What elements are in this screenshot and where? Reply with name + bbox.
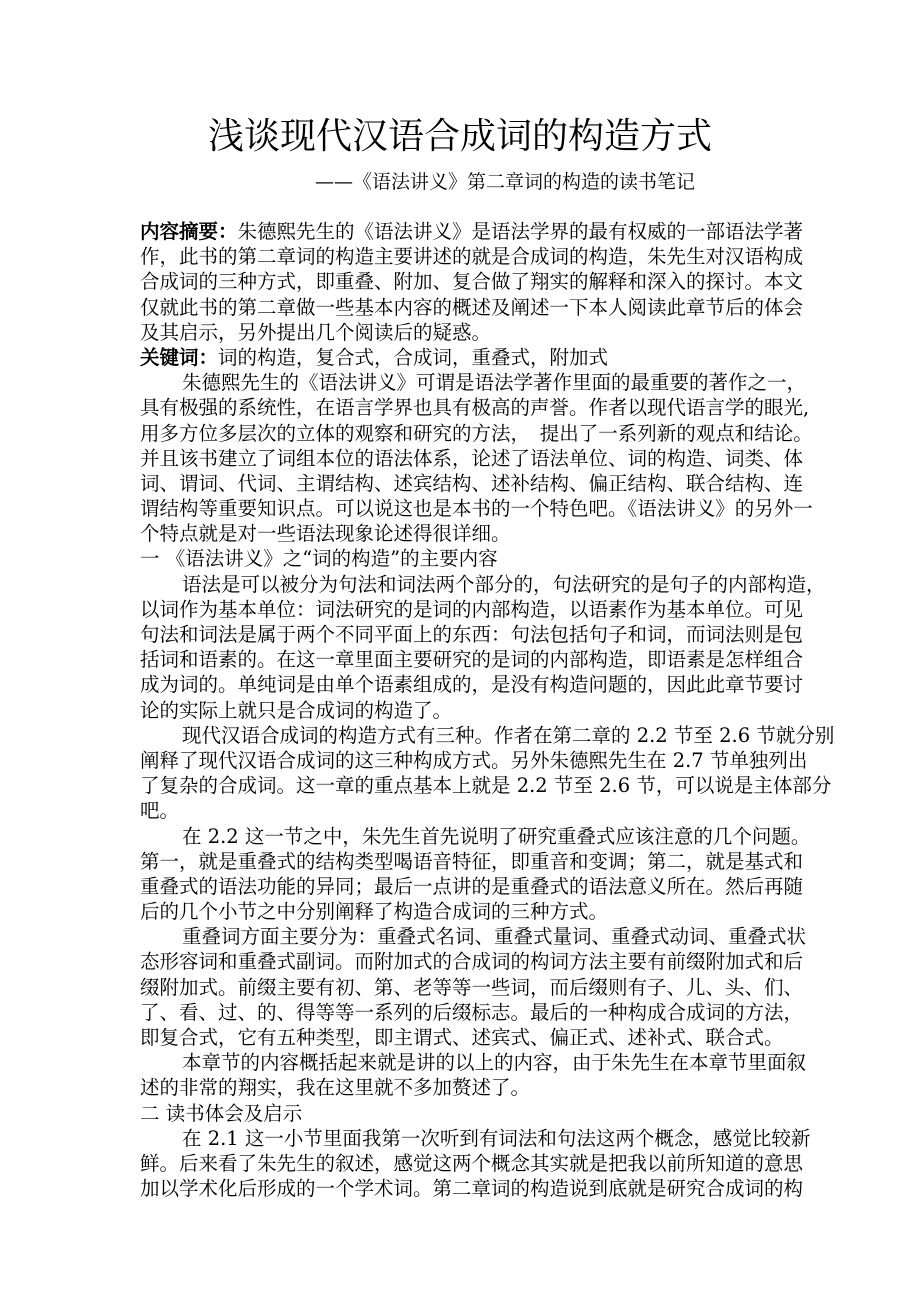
text-line: 了复杂的合成词。这一章的重点基本上就是 2.2 节至 2.6 节，可以说是主体部分 — [140, 774, 832, 798]
text-line: 二 读书体会及启示 — [140, 1101, 303, 1125]
abstract-line-text: 作，此书的第二章词的构造主要讲述的就是合成词的构造，朱先生对汉语构成 — [140, 245, 804, 269]
section-heading — [140, 546, 772, 571]
abstract-line-text: 仅就此书的第二章做一些基本内容的概述及阐述一下本人阅读此章节后的体会 — [140, 295, 804, 319]
text-line: 述的非常的翔实，我在这里就不多加赘述了。 — [140, 1076, 531, 1100]
text-line: 现代汉语合成词的构造方式有三种。作者在第二章的 2.2 节至 2.6 节就分别 — [182, 723, 835, 747]
section-heading — [140, 1101, 772, 1126]
text-line: 鲜。后来看了朱先生的叙述，感觉这两个概念其实就是把我以前所知道的意思 — [140, 1151, 804, 1175]
text-line: 谓结构等重要知识点。可以说这也是本书的一个特色吧。《语法讲义》的另外一 — [140, 497, 813, 521]
text-line: 吧。 — [140, 799, 180, 823]
text-line: 并且该书建立了词组本位的语法体系，论述了语法单位、词的构造、词类、体 — [140, 446, 804, 470]
paragraph — [140, 572, 826, 723]
text-line: 重叠式的语法功能的异同；最后一点讲的是重叠式的语法意义所在。然后再随 — [140, 874, 804, 898]
paragraph — [140, 824, 811, 925]
paragraph — [140, 723, 835, 824]
abstract-line-text: 合成词的三种方式，即重叠、附加、复合做了翔实的解释和深入的探讨。本文 — [140, 270, 804, 294]
paragraph — [140, 924, 807, 1050]
text-line: 括词和语素的。在这一章里面主要研究的是词的内部构造，即语素是怎样组合 — [140, 648, 804, 672]
paragraph — [140, 1050, 807, 1100]
abstract-label: 内容摘要： — [140, 220, 238, 243]
text-line: 态形容词和重叠式副词。而附加式的合成词的构词方法主要有前缀附加式和后 — [140, 950, 804, 974]
document-title: 浅谈现代汉语合成词的构造方式 — [207, 116, 712, 157]
text-line: 句法和词法是属于两个不同平面上的东西：句法包括句子和词，而词法则是包 — [140, 623, 804, 646]
text-line: 第一，就是重叠式的结构类型喝语音特征，即重音和变调；第二，就是基式和 — [140, 849, 804, 873]
document-subtitle: ——《语法讲义》第二章词的构造的读书笔记 — [314, 171, 695, 193]
text-line: 个特点就是对一些语法现象论述得很详细。 — [140, 522, 511, 546]
text-line: 了、看、过、的、得等等一系列的后缀标志。最后的一种构成合成词的方法， — [140, 1000, 804, 1024]
text-line: 本章节的内容概括起来就是讲的以上的内容，由于朱先生在本章节里面叙 — [182, 1051, 807, 1075]
text-line: 词、谓词、代词、主谓结构、述宾结构、述补结构、偏正结构、联合结构、连 — [140, 471, 804, 495]
abstract-line — [140, 219, 804, 244]
abstract-line — [140, 295, 804, 320]
keywords-label: 关键词： — [140, 345, 219, 369]
abstract-line — [140, 320, 772, 345]
abstract-line-text: 朱德熙先生的《语法讲义》是语法学界的最有权威的一部语法学著 — [237, 220, 804, 243]
keywords — [140, 345, 772, 370]
text-line: 朱德熙先生的《语法讲义》可谓是语法学著作里面的最重要的著作之一， — [182, 371, 807, 395]
text-line: 缀附加式。前缀主要有初、第、老等等一些词，而后缀则有子、儿、头、们、 — [140, 975, 804, 999]
text-line: 在 2.1 这一小节里面我第一次听到有词法和句法这两个概念，感觉比较新 — [182, 1126, 811, 1150]
text-line: 成为词的。单纯词是由单个语素组成的，是没有构造问题的，因此此章节要讨 — [140, 673, 804, 697]
paragraph — [140, 1126, 811, 1202]
text-line: 用多方位多层次的立体的观察和研究的方法， 提出了一系列新的观点和结论。 — [140, 421, 813, 445]
text-line: 阐释了现代汉语合成词的这三种构成方式。另外朱德熙先生在 2.7 节单独列出 — [140, 748, 808, 772]
text-line: 语法是可以被分为句法和词法两个部分的，句法研究的是句子的内部构造， — [182, 572, 826, 596]
abstract — [140, 219, 804, 345]
text-line: 重叠词方面主要分为：重叠式名词、重叠式量词、重叠式动词、重叠式状 — [182, 925, 807, 949]
abstract-line — [140, 244, 804, 269]
text-line: 后的几个小节之中分别阐释了构造合成词的三种方式。 — [140, 900, 609, 924]
text-line: 具有极强的系统性，在语言学界也具有极高的声誉。作者以现代语言学的眼光, — [140, 396, 810, 420]
text-line: 即复合式，它有五种类型，即主谓式、述宾式、偏正式、述补式、联合式。 — [140, 1026, 784, 1049]
text-line: 在 2.2 这一节之中，朱先生首先说明了研究重叠式应该注意的几个问题。 — [182, 824, 811, 848]
text-line: 一 《语法讲义》之“词的构造”的主要内容 — [140, 547, 498, 571]
text-line: 论的实际上就只是合成词的构造了。 — [140, 698, 453, 722]
text-line: 以词作为基本单位：词法研究的是词的内部构造，以语素作为基本单位。可见 — [140, 597, 804, 621]
body-blocks — [140, 370, 835, 1201]
document-body — [140, 219, 835, 1201]
abstract-line-text: 及其启示，另外提出几个阅读后的疑惑。 — [140, 320, 492, 344]
abstract-line — [140, 269, 804, 294]
keywords-text: 词的构造，复合式，合成词，重叠式，附加式 — [218, 345, 609, 369]
paragraph — [140, 370, 813, 546]
text-line: 加以学术化后形成的一个学术词。第二章词的构造说到底就是研究合成词的构 — [140, 1177, 804, 1201]
